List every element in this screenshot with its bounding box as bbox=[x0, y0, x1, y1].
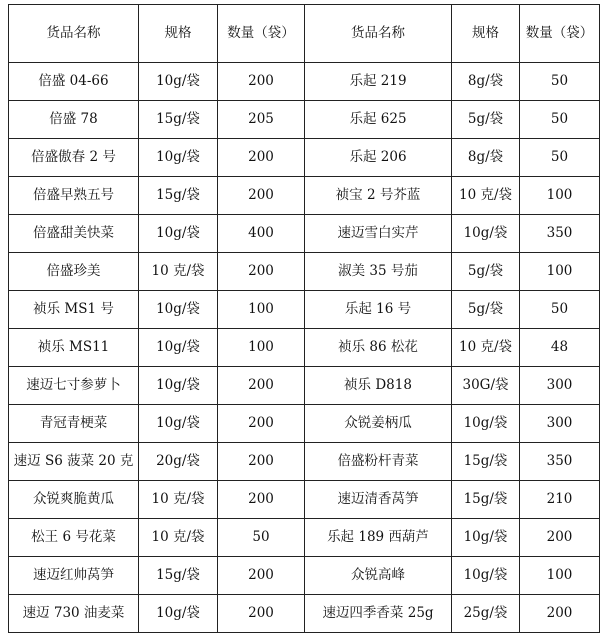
spec-cell: 25g/袋 bbox=[452, 595, 520, 633]
spec-cell: 10 克/袋 bbox=[452, 177, 520, 215]
spec-cell: 8g/袋 bbox=[452, 63, 520, 101]
table-row bbox=[9, 481, 600, 519]
product-name-cell: 乐起 16 号 bbox=[305, 291, 452, 329]
product-name-cell: 松王 6 号花菜 bbox=[9, 519, 139, 557]
quantity-cell: 350 bbox=[520, 215, 600, 253]
product-name-cell: 乐起 219 bbox=[305, 63, 452, 101]
product-name-cell: 众锐高峰 bbox=[305, 557, 452, 595]
product-name-cell: 倍盛 04-66 bbox=[9, 63, 139, 101]
spec-cell: 10g/袋 bbox=[139, 367, 218, 405]
quantity-cell: 200 bbox=[218, 139, 305, 177]
spec-cell: 5g/袋 bbox=[452, 291, 520, 329]
quantity-cell: 50 bbox=[520, 101, 600, 139]
spec-cell: 10g/袋 bbox=[139, 63, 218, 101]
quantity-cell: 200 bbox=[218, 63, 305, 101]
product-name-cell: 倍盛早熟五号 bbox=[9, 177, 139, 215]
product-name-cell: 众锐姜柄瓜 bbox=[305, 405, 452, 443]
product-name-cell: 倍盛甜美快菜 bbox=[9, 215, 139, 253]
quantity-cell: 200 bbox=[218, 367, 305, 405]
product-name-cell: 速迈七寸参萝卜 bbox=[9, 367, 139, 405]
quantity-cell: 200 bbox=[218, 443, 305, 481]
quantity-cell: 205 bbox=[218, 101, 305, 139]
spec-cell: 20g/袋 bbox=[139, 443, 218, 481]
spec-cell: 10 克/袋 bbox=[452, 329, 520, 367]
seed-inventory-table bbox=[8, 4, 600, 633]
product-name-cell: 倍盛 78 bbox=[9, 101, 139, 139]
spec-cell: 5g/袋 bbox=[452, 101, 520, 139]
product-name-cell: 祯乐 D818 bbox=[305, 367, 452, 405]
spec-cell: 10g/袋 bbox=[452, 215, 520, 253]
quantity-cell: 200 bbox=[218, 253, 305, 291]
quantity-cell: 300 bbox=[520, 367, 600, 405]
header-spec-2: 规格 bbox=[452, 5, 520, 63]
quantity-cell: 200 bbox=[520, 519, 600, 557]
quantity-cell: 100 bbox=[218, 291, 305, 329]
spec-cell: 15g/袋 bbox=[139, 557, 218, 595]
table-row bbox=[9, 329, 600, 367]
spec-cell: 15g/袋 bbox=[139, 101, 218, 139]
table-body bbox=[9, 63, 600, 633]
product-name-cell: 速迈四季香菜 25g bbox=[305, 595, 452, 633]
quantity-cell: 200 bbox=[218, 177, 305, 215]
spec-cell: 10g/袋 bbox=[452, 557, 520, 595]
product-name-cell: 倍盛粉杆青菜 bbox=[305, 443, 452, 481]
product-name-cell: 淑美 35 号茄 bbox=[305, 253, 452, 291]
product-name-cell: 速迈 730 油麦菜 bbox=[9, 595, 139, 633]
table-row bbox=[9, 367, 600, 405]
spec-cell: 10g/袋 bbox=[139, 329, 218, 367]
spec-cell: 15g/袋 bbox=[139, 177, 218, 215]
table-row bbox=[9, 405, 600, 443]
spec-cell: 10g/袋 bbox=[139, 215, 218, 253]
spec-cell: 10g/袋 bbox=[139, 595, 218, 633]
quantity-cell: 50 bbox=[520, 291, 600, 329]
spec-cell: 15g/袋 bbox=[452, 481, 520, 519]
quantity-cell: 48 bbox=[520, 329, 600, 367]
header-product-name: 货品名称 bbox=[9, 5, 139, 63]
header-quantity: 数量（袋） bbox=[218, 5, 305, 63]
spec-cell: 10g/袋 bbox=[139, 139, 218, 177]
quantity-cell: 50 bbox=[520, 63, 600, 101]
quantity-cell: 350 bbox=[520, 443, 600, 481]
quantity-cell: 100 bbox=[520, 253, 600, 291]
spec-cell: 5g/袋 bbox=[452, 253, 520, 291]
quantity-cell: 200 bbox=[218, 405, 305, 443]
quantity-cell: 200 bbox=[218, 595, 305, 633]
table-row bbox=[9, 177, 600, 215]
quantity-cell: 300 bbox=[520, 405, 600, 443]
header-spec: 规格 bbox=[139, 5, 218, 63]
product-name-cell: 速迈雪白实芹 bbox=[305, 215, 452, 253]
product-name-cell: 祯乐 86 松花 bbox=[305, 329, 452, 367]
quantity-cell: 400 bbox=[218, 215, 305, 253]
quantity-cell: 100 bbox=[520, 177, 600, 215]
spec-cell: 10g/袋 bbox=[452, 405, 520, 443]
table-row bbox=[9, 63, 600, 101]
product-name-cell: 倍盛傲春 2 号 bbox=[9, 139, 139, 177]
spec-cell: 10 克/袋 bbox=[139, 253, 218, 291]
product-name-cell: 众锐爽脆黄瓜 bbox=[9, 481, 139, 519]
product-name-cell: 乐起 189 西葫芦 bbox=[305, 519, 452, 557]
header-product-name-2: 货品名称 bbox=[305, 5, 452, 63]
quantity-cell: 100 bbox=[520, 557, 600, 595]
table-row bbox=[9, 291, 600, 329]
product-name-cell: 速迈红帅莴笋 bbox=[9, 557, 139, 595]
product-name-cell: 速迈清香莴笋 bbox=[305, 481, 452, 519]
quantity-cell: 210 bbox=[520, 481, 600, 519]
product-name-cell: 倍盛珍美 bbox=[9, 253, 139, 291]
quantity-cell: 100 bbox=[218, 329, 305, 367]
spec-cell: 10g/袋 bbox=[139, 405, 218, 443]
quantity-cell: 50 bbox=[520, 139, 600, 177]
product-name-cell: 祯乐 MS1 号 bbox=[9, 291, 139, 329]
quantity-cell: 50 bbox=[218, 519, 305, 557]
quantity-cell: 200 bbox=[218, 481, 305, 519]
product-name-cell: 乐起 206 bbox=[305, 139, 452, 177]
product-name-cell: 祯宝 2 号芥蓝 bbox=[305, 177, 452, 215]
product-name-cell: 青冠青梗菜 bbox=[9, 405, 139, 443]
table-row bbox=[9, 253, 600, 291]
spec-cell: 10g/袋 bbox=[139, 291, 218, 329]
quantity-cell: 200 bbox=[520, 595, 600, 633]
table-row bbox=[9, 595, 600, 633]
table-row bbox=[9, 101, 600, 139]
product-name-cell: 祯乐 MS11 bbox=[9, 329, 139, 367]
product-name-cell: 乐起 625 bbox=[305, 101, 452, 139]
table-row bbox=[9, 215, 600, 253]
product-name-cell: 速迈 S6 菠菜 20 克 bbox=[9, 443, 139, 481]
table-row bbox=[9, 139, 600, 177]
quantity-cell: 200 bbox=[218, 557, 305, 595]
spec-cell: 10g/袋 bbox=[452, 519, 520, 557]
table-row bbox=[9, 557, 600, 595]
header-quantity-2: 数量（袋） bbox=[520, 5, 600, 63]
spec-cell: 15g/袋 bbox=[452, 443, 520, 481]
spec-cell: 10 克/袋 bbox=[139, 519, 218, 557]
spec-cell: 30G/袋 bbox=[452, 367, 520, 405]
spec-cell: 8g/袋 bbox=[452, 139, 520, 177]
table-row bbox=[9, 519, 600, 557]
header-row bbox=[9, 5, 600, 63]
spec-cell: 10 克/袋 bbox=[139, 481, 218, 519]
table-row bbox=[9, 443, 600, 481]
